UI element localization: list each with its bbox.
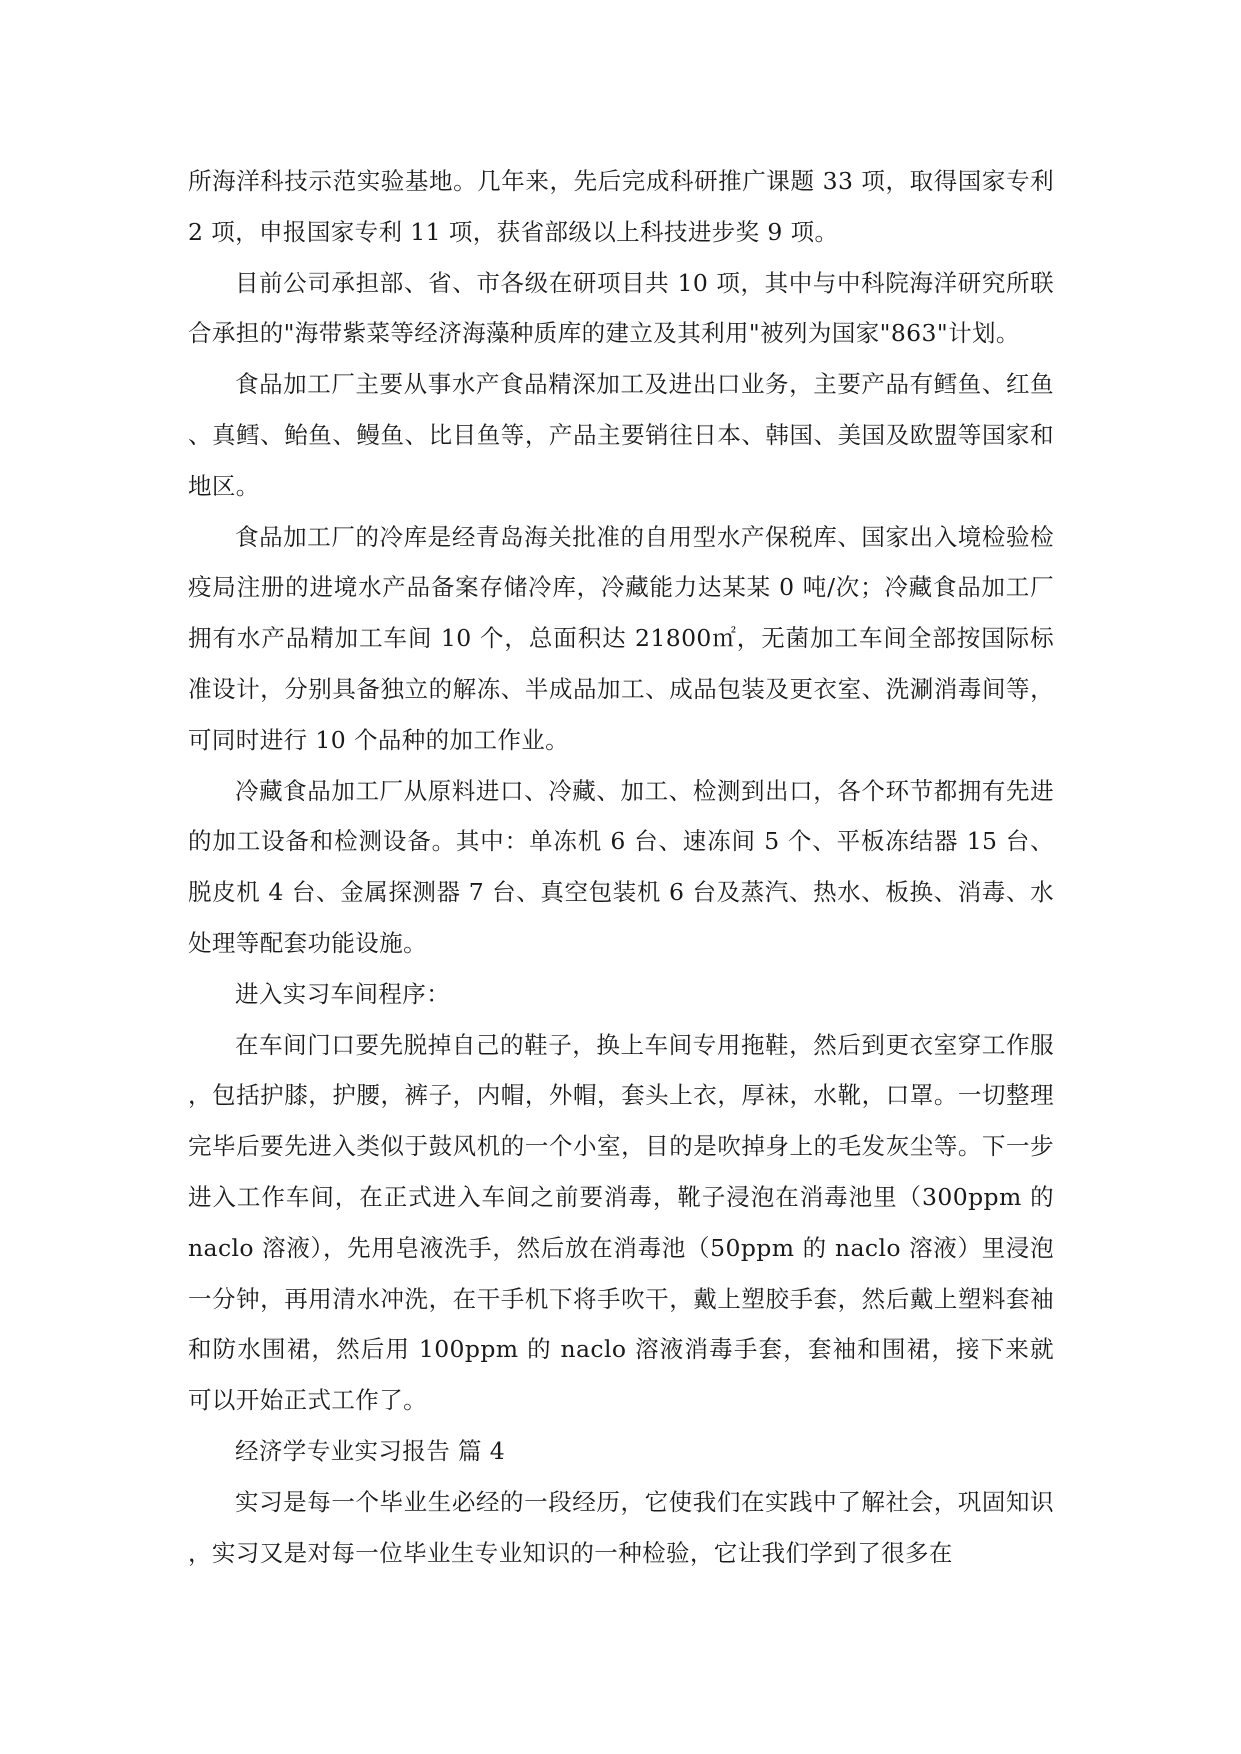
paragraph-7: 在车间门口要先脱掉自己的鞋子，换上车间专用拖鞋，然后到更衣室穿工作服，包括护膝，护腰，裤子，内帽，外帽，套头上衣，厚袜，水靴，口罩。一切整理完毕后要先进入类似于鼓风机的一个小室，目的是吹掉身上的毛发灰尘等。下一步进入工作车间，在正式进入车间之前要消毒，靴子浸泡在消毒池里（300ppm 的 naclo 溶液），先用皂液洗手，然后放在消毒池（50ppm 的 naclo 溶液）里浸泡一分钟，再用清水冲洗，在干手机下将手吹干，戴上塑胶手套，然后戴上塑料套袖和防水围裙，然后用 100ppm 的 naclo 溶液消毒手套，套袖和围裙，接下来就可以开始正式工作了。: [188, 1030, 1054, 1415]
paragraph-6: 进入实习车间程序：: [235, 979, 451, 1008]
paragraph-2: 目前公司承担部、省、市各级在研项目共 10 项，其中与中科院海洋研究所联合承担的"海带紫菜等经济海藻种质库的建立及其利用"被列为国家"863"计划。: [188, 268, 1054, 348]
section-heading: 经济学专业实习报告 篇 4: [235, 1436, 506, 1465]
document-body: [188, 156, 1054, 1578]
paragraph-1: 所海洋科技示范实验基地。几年来，先后完成科研推广课题 33 项，取得国家专利 2 项，申报国家专利 11 项，获省部级以上科技进步奖 9 项。: [188, 167, 1054, 246]
paragraph-3: 食品加工厂主要从事水产食品精深加工及进出口业务，主要产品有鳕鱼、红鱼、真鳕、鲐鱼、鳗鱼、比目鱼等，产品主要销往日本、韩国、美国及欧盟等国家和地区。: [188, 370, 1054, 500]
paragraph-5: 冷藏食品加工厂从原料进口、冷藏、加工、检测到出口，各个环节都拥有先进的加工设备和检测设备。其中：单冻机 6 台、速冻间 5 个、平板冻结器 15 台、脱皮机 4 台、金属探测器 7 台、真空包装机 6 台及蒸汽、热水、板换、消毒、水处理等配套功能设施。: [188, 776, 1054, 957]
paragraph-9: 实习是每一个毕业生必经的一段经历，它使我们在实践中了解社会，巩固知识，实习又是对每一位毕业生专业知识的一种检验，它让我们学到了很多在: [188, 1487, 1054, 1567]
paragraph-4: 食品加工厂的冷库是经青岛海关批准的自用型水产保税库、国家出入境检验检疫局注册的进境水产品备案存储冷库，冷藏能力达某某 0 吨/次；冷藏食品加工厂拥有水产品精加工车间 10 个，总面积达 21800㎡，无菌加工车间全部按国际标准设计，分别具备独立的解冻、半成品加工、成品包装及更衣室、洗涮消毒间等，可同时进行 10 个品种的加工作业。: [188, 522, 1054, 754]
